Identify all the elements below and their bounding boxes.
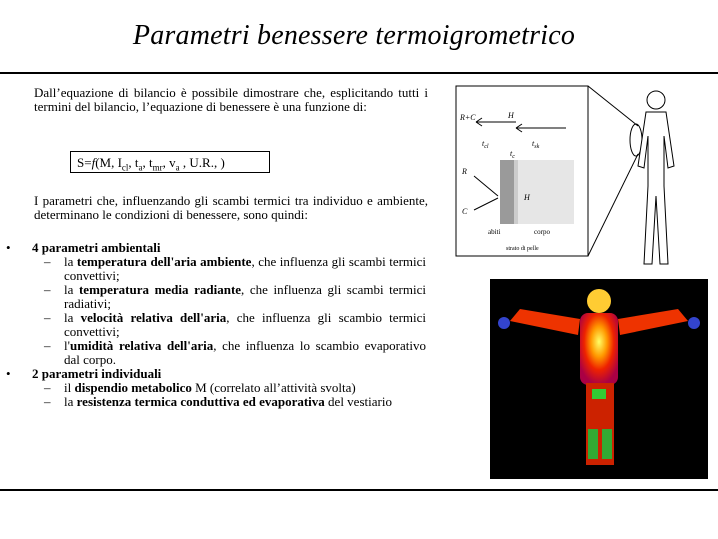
parameters-paragraph: I parametri che, influenzando gli scambi termici tra individuo e ambiente, determinano le condizioni di benessere, sono quindi: — [34, 193, 428, 222]
dash-icon: – — [44, 254, 51, 269]
zoom-line-bottom — [588, 154, 638, 256]
item-bold: resistenza termica conduttiva ed evaporativa — [76, 394, 325, 409]
label-h: H — [508, 111, 514, 120]
formula-function: f — [91, 155, 96, 170]
thermographic-image — [490, 279, 708, 479]
list-item — [0, 395, 426, 409]
label-rc: R+C — [460, 113, 476, 122]
label-h2: H — [524, 193, 530, 202]
item-bold: temperatura dell'aria ambiente — [76, 254, 252, 269]
label-c: C — [462, 207, 468, 216]
formula-part: , U.R., ) — [179, 155, 225, 170]
label-tc: $t_c$ — [510, 149, 515, 160]
intro-paragraph: Dall’equazione di bilancio è possibile dimostrare che, esplicitando tutti i termini del bilancio, l’equazione di benessere è una funzione di: — [34, 85, 428, 114]
label-abiti: abiti — [488, 228, 501, 236]
formula-sub: mr — [152, 162, 163, 173]
bullet-individual — [0, 367, 430, 381]
item-text: l' — [64, 338, 70, 353]
item-text: del vestiario — [324, 394, 392, 409]
body-layer — [518, 160, 574, 224]
zoom-line-top — [588, 86, 638, 126]
formula-part: (M, I — [95, 155, 122, 170]
formula-sub: cl — [121, 162, 129, 173]
human-figure-icon — [638, 91, 674, 264]
list-item — [0, 283, 426, 311]
list-item — [0, 381, 426, 395]
formula-prefix: S= — [77, 155, 92, 170]
label-tcl: $t_{cl}$ — [482, 139, 489, 150]
dash-icon: – — [44, 282, 51, 297]
list-item — [0, 255, 426, 283]
item-text: , che influenza lo scambio evaporativo dal corpo. — [64, 338, 426, 367]
heat-exchange-diagram — [446, 76, 718, 276]
dash-icon: – — [44, 394, 51, 409]
bullet-dot-icon: • — [6, 240, 11, 255]
item-text: la — [64, 310, 81, 325]
bullet-environmental — [0, 241, 430, 255]
formula-part: , t — [142, 155, 153, 170]
page-title: Parametri benessere termoigrometrico — [132, 20, 576, 51]
item-text: il — [64, 380, 75, 395]
clothing-layer — [500, 160, 514, 224]
formula-sub: a — [175, 162, 180, 173]
list-item — [0, 311, 426, 339]
item-bold: temperatura media radiante — [78, 282, 242, 297]
item-bold: dispendio metabolico — [74, 380, 192, 395]
comfort-formula — [70, 151, 270, 173]
item-bold: velocità relativa dell'aria — [80, 310, 227, 325]
air-gap — [514, 160, 518, 224]
item-bold: umidità relativa dell'aria — [69, 338, 214, 353]
label-tsk: $t_{sk}$ — [532, 139, 540, 150]
formula-sub: a — [138, 162, 143, 173]
bullet-label: 4 parametri ambientali — [32, 240, 161, 255]
item-text: la — [64, 394, 77, 409]
parameters-list — [0, 241, 430, 409]
dash-icon: – — [44, 310, 51, 325]
item-text: la — [64, 282, 79, 297]
label-corpo: corpo — [534, 228, 550, 236]
dash-icon: – — [44, 380, 51, 395]
item-text: , che influenza gli scambi termici convettivi; — [64, 254, 427, 283]
bullet-dot-icon: • — [6, 366, 11, 381]
formula-part: , v — [162, 155, 176, 170]
item-text: , che influenza gli scambi termici radiativi; — [64, 282, 426, 311]
list-item — [0, 339, 426, 367]
item-text: M (correlato all’attività svolta) — [191, 380, 356, 395]
item-text: la — [64, 254, 77, 269]
formula-part: , t — [128, 155, 139, 170]
top-divider — [0, 72, 718, 74]
label-strato: strato di pelle — [506, 246, 539, 252]
label-r: R — [462, 167, 467, 176]
bottom-divider — [0, 489, 718, 491]
item-text: , che influenza gli scambio termici convettivi; — [64, 310, 426, 339]
bullet-label: 2 parametri individuali — [32, 366, 162, 381]
dash-icon: – — [44, 338, 51, 353]
